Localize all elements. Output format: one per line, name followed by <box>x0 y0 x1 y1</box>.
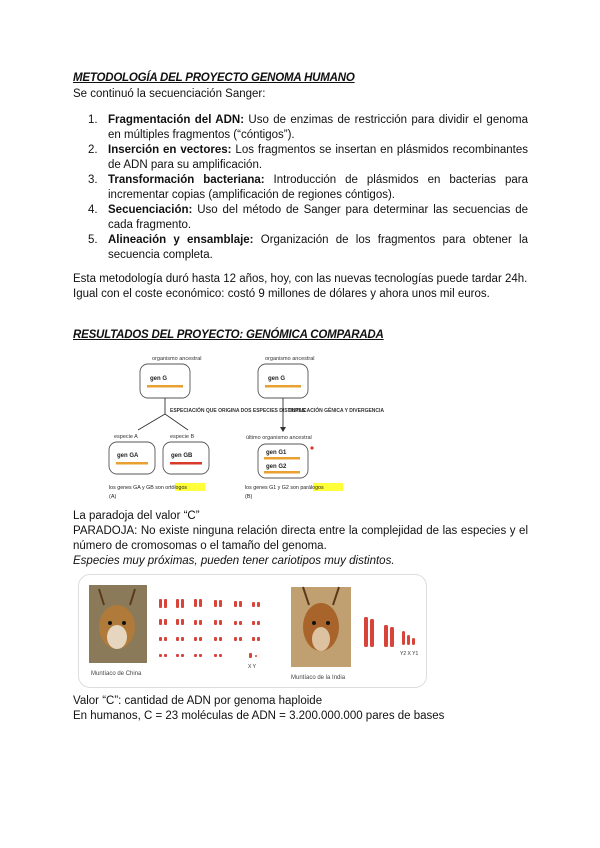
section-title-methodology: METODOLOGÍA DEL PROYECTO GENOMA HUMANO <box>73 72 355 84</box>
list-item: 5. Alineación y ensamblaje: Organización de los fragmentos para obtener la secuencia completa. <box>88 234 528 261</box>
paradox-note: Especies muy próximas, pueden tener cariotipos muy distintos. <box>73 555 395 567</box>
indian-karyotype <box>364 617 415 647</box>
gene-bar <box>265 385 301 388</box>
gene-b-label: gen GB <box>171 453 193 459</box>
intro-text: Se continuó la secuenciación Sanger: <box>73 88 266 100</box>
paralogs-caption: los genes G1 y G2 son parálogos <box>245 485 324 491</box>
duplication-label: DUPLICACIÓN GÉNICA Y DIVERGENCIA <box>288 408 385 414</box>
karyotype-figure <box>78 574 427 688</box>
gene-a-label: gen GA <box>117 453 139 459</box>
paradox-text: PARADOJA: No existe ninguna relación directa entre la complejidad de las especies y el número de cromosomas o el tamaño del genoma. <box>73 525 528 552</box>
homology-diagram <box>100 352 385 502</box>
closing-text-2: Igual con el coste económico: costó 9 millones de dólares y ahora unos mil euros. <box>73 288 490 300</box>
panel-a-label: (A) <box>109 494 117 500</box>
c-value-definition: Valor “C”: cantidad de ADN por genoma haploide <box>73 695 323 707</box>
human-c-value: En humanos, C = 23 moléculas de ADN = 3.200.000.000 pares de bases <box>73 710 445 722</box>
chinese-muntjac-caption: Muntíaco de China <box>91 671 142 677</box>
right-ancestor-gene: gen G <box>268 376 286 382</box>
species-b-label: especie B <box>170 434 195 440</box>
closing-text-1: Esta metodología duró hasta 12 años, hoy, con las nuevas tecnologías puede tardar 24h. <box>73 273 528 285</box>
last-ancestor-label: último organismo ancestral <box>246 435 312 441</box>
right-ancestor-label: organismo ancestral <box>265 356 315 362</box>
chinese-karyotype <box>159 599 260 658</box>
gene-bar <box>264 457 300 460</box>
mutation-marker <box>310 446 313 449</box>
left-ancestor-label: organismo ancestral <box>152 356 202 362</box>
paradox-title: La paradoja del valor “C” <box>73 510 200 522</box>
indian-muntjac-caption: Muntíaco de la India <box>291 675 346 681</box>
gene-2-label: gen G2 <box>266 464 287 470</box>
species-a-label: especie A <box>114 434 138 440</box>
indian-sex-chromosomes: Y2 X Y1 <box>400 651 419 657</box>
gene-bar <box>170 462 202 465</box>
orthologs-caption: los genes GA y GB son ortólogos <box>109 485 188 491</box>
left-ancestor-gene: gen G <box>150 376 168 382</box>
gene-bar <box>147 385 183 388</box>
list-item: 2. Inserción en vectores: Los fragmentos se insertan en plásmidos recombinantes de ADN para su amplificación. <box>88 144 528 171</box>
gene-bar <box>116 462 148 465</box>
gene-bar <box>264 471 300 474</box>
list-item: 3. Transformación bacteriana: Introducción de plásmidos en bacterias para incrementar copias (amplificación de regiones cóntigos). <box>88 174 529 201</box>
speciation-label: ESPECIACIÓN QUE ORIGINA DOS ESPECIES DISTINTAS <box>170 408 306 414</box>
chinese-sex-chromosomes: X Y <box>248 664 256 670</box>
section-title-results: RESULTADOS DEL PROYECTO: GENÓMICA COMPARADA <box>73 329 384 341</box>
gene-1-label: gen G1 <box>266 450 287 456</box>
steps-list <box>88 113 529 263</box>
panel-b-label: (B) <box>245 494 253 500</box>
list-item: 4. Secuenciación: Uso del método de Sanger para determinar las secuencias de cada fragmento. <box>88 204 528 231</box>
list-item: 1. Fragmentación del ADN: Uso de enzimas de restricción para dividir el genoma en múltiples fragmentos (“cóntigos”). <box>88 114 528 141</box>
